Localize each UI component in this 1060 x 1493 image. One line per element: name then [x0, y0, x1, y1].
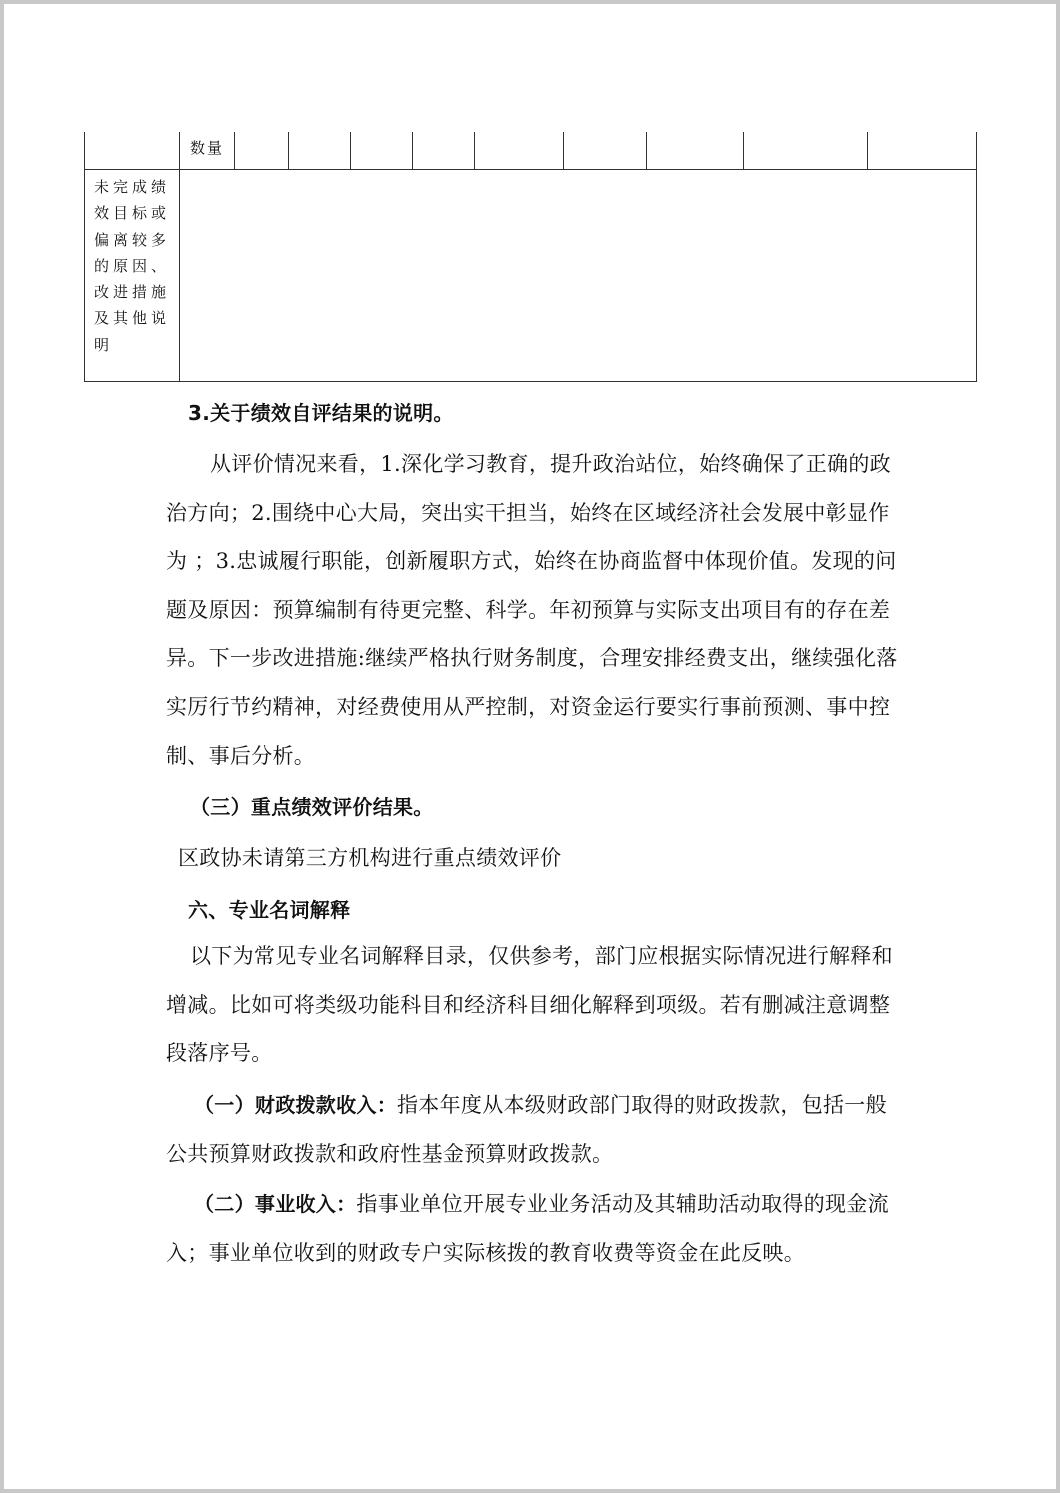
glossary-term: （一）财政拨款收入： [194, 1093, 397, 1117]
section-heading-self-eval: 3.关于绩效自评结果的说明。 [188, 401, 454, 425]
section-body-glossary-intro: 以下为常见专业名词解释目录，仅供参考，部门应根据实际情况进行解释和增减。比如可将类级功能科目和经济科目细化解释到项级。若有删减注意调整段落序号。 [166, 944, 893, 1066]
section-body-self-eval: 从评价情况来看，1.深化学习教育，提升政治站位，始终确保了正确的政治方向；2.围绕中心大局，突出实干担当，始终在区域经济社会发展中彰显作为 ；3.忠诚履行职能，创新履职方式，始终在协商监督中体现价值。发现的问题及原因：预算编制有待更完整、科学。年初预算与实际支出项目有的存在差异。下一步改进措施:继续严格执行财务制度，合理安排经费支出，继续强化落实厉行节约精神，对经费使用从严控制，对资金运行要实行事前预测、事中控制、事后分析。 [166, 452, 898, 768]
table-line [474, 132, 475, 170]
table-line [350, 132, 351, 170]
table-cell-quantity: 数量 [190, 139, 225, 157]
table-line [412, 132, 413, 170]
glossary-item [166, 1081, 902, 1178]
performance-table [4, 4, 1056, 404]
glossary-desc: 指事业单位开展专业业务活动及其辅助活动取得的现金流入；事业单位收到的财政专户实际核拨的教育收费等资金在此反映。 [166, 1192, 889, 1265]
table-line [288, 132, 289, 170]
section-body-key-eval: 区政协未请第三方机构进行重点绩效评价 [178, 846, 562, 870]
table-line [179, 132, 180, 382]
table-line [867, 132, 868, 170]
table-line [976, 132, 977, 382]
table-line [84, 132, 85, 382]
section-heading-glossary: 六、专业名词解释 [188, 898, 351, 922]
table-line [84, 169, 977, 170]
glossary-item [166, 1180, 902, 1277]
glossary-desc: 指本年度从本级财政部门取得的财政拨款，包括一般公共预算财政拨款和政府性基金预算财政拨款。 [166, 1093, 887, 1166]
glossary-term: （二）事业收入： [194, 1192, 357, 1216]
table-cell-reason-label: 未完成绩效目标或偏离较多的原因、改进措施及其他说明 [94, 178, 171, 354]
table-line [84, 381, 977, 382]
table-line [234, 132, 235, 170]
section-heading-key-eval: （三）重点绩效评价结果。 [190, 795, 434, 819]
document-page [4, 4, 1056, 1489]
table-line [743, 132, 744, 170]
table-line [646, 132, 647, 170]
table-line [563, 132, 564, 170]
